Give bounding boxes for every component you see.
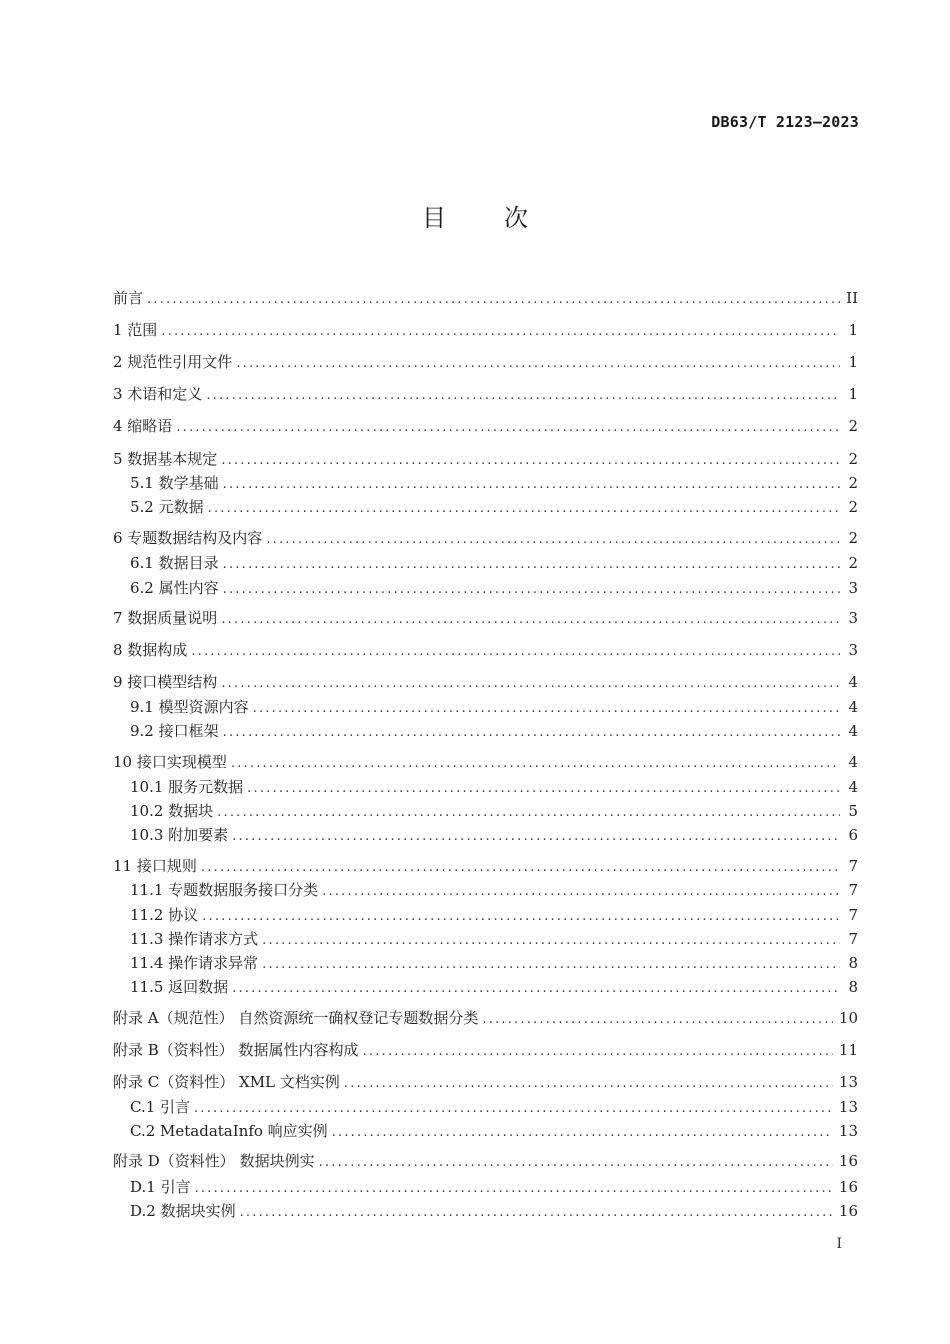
toc-entry[interactable]: [113, 1150, 858, 1172]
toc-entry-page: 4: [848, 753, 858, 771]
toc-entry-page: 13: [838, 1073, 858, 1091]
toc-entry-page: 8: [848, 978, 858, 996]
toc-entry-page: 4: [848, 778, 858, 796]
toc-entry[interactable]: [113, 639, 858, 661]
toc-leader: [482, 1009, 833, 1031]
toc-entry[interactable]: [113, 448, 858, 470]
toc-entry-page: 1: [848, 353, 858, 371]
toc-entry-page: 13: [838, 1122, 858, 1140]
toc-leader: [191, 641, 840, 663]
toc-entry-page: 5: [848, 802, 858, 820]
toc-leader: [223, 554, 840, 576]
toc-entry-label: 6.2 属性内容: [130, 579, 219, 597]
title-char-1: 目: [422, 204, 446, 232]
toc-entry-page: 4: [848, 673, 858, 691]
toc-entry-label: 前言: [113, 289, 144, 307]
toc-entry-label: 11.1 专题数据服务接口分类: [130, 881, 319, 899]
toc-leader: [266, 529, 840, 551]
toc-entry[interactable]: [113, 1071, 858, 1093]
toc-subentry[interactable]: [130, 952, 858, 974]
toc-subentry[interactable]: [130, 800, 858, 822]
toc-leader: [195, 1178, 833, 1200]
toc-entry[interactable]: [113, 1007, 858, 1029]
toc-entry-page: 2: [848, 498, 858, 516]
toc-entry[interactable]: [113, 383, 858, 405]
toc-entry[interactable]: [113, 287, 858, 309]
toc-leader: [221, 609, 840, 631]
toc-entry-page: 13: [838, 1098, 858, 1116]
toc-leader: [322, 881, 840, 903]
toc-entry-page: 3: [848, 579, 858, 597]
toc-entry-page: 2: [848, 417, 858, 435]
toc-entry-label: 附录 C（资料性） XML 文档实例: [113, 1073, 340, 1091]
toc-entry-label: 1 范围: [113, 321, 158, 339]
title-char-2: 次: [504, 204, 528, 232]
toc-entry-label: 9.2 接口框架: [130, 722, 219, 740]
toc-entry-page: 2: [848, 554, 858, 572]
toc-entry-label: 10.3 附加要素: [130, 826, 229, 844]
toc-entry[interactable]: [113, 351, 858, 373]
toc-leader: [147, 289, 840, 311]
toc-leader: [240, 1202, 833, 1224]
toc-leader: [221, 450, 840, 472]
toc-entry-page: 7: [848, 906, 858, 924]
toc-entry-page: 3: [848, 641, 858, 659]
toc-leader: [363, 1041, 833, 1063]
toc-entry[interactable]: [113, 1039, 858, 1061]
toc-leader: [201, 857, 840, 879]
toc-entry-label: 2 规范性引用文件: [113, 353, 233, 371]
toc-leader: [262, 930, 840, 952]
toc-entry-page: 16: [838, 1202, 858, 1220]
toc-leader: [161, 321, 840, 343]
toc-entry[interactable]: [113, 751, 858, 773]
toc-entry-label: 附录 D（资料性） 数据块例实: [113, 1152, 315, 1170]
toc-entry-label: 11.5 返回数据: [130, 978, 229, 996]
toc-entry-page: 2: [848, 450, 858, 468]
toc-entry-label: 9.1 模型资源内容: [130, 698, 249, 716]
toc-leader: [217, 802, 840, 824]
toc-leader: [223, 579, 840, 601]
toc-entry-label: D.1 引言: [130, 1178, 191, 1196]
toc-leader: [253, 698, 840, 720]
toc-entry-label: 10.1 服务元数据: [130, 778, 244, 796]
toc-entry-label: 9 接口模型结构: [113, 673, 218, 691]
toc-entry-page: 3: [848, 609, 858, 627]
toc-leader: [232, 978, 840, 1000]
toc-entry-label: C.1 引言: [130, 1098, 191, 1116]
toc-entry-page: 4: [848, 722, 858, 740]
toc-entry-label: 5 数据基本规定: [113, 450, 218, 468]
toc-entry-label: D.2 数据块实例: [130, 1202, 236, 1220]
toc-leader: [176, 417, 840, 439]
toc-subentry[interactable]: [130, 1200, 858, 1222]
toc-leader: [202, 906, 840, 928]
toc-entry-label: 3 术语和定义: [113, 385, 203, 403]
toc-subentry[interactable]: [130, 776, 858, 798]
toc-entry-page: 8: [848, 954, 858, 972]
toc-entry-page: II: [846, 289, 858, 307]
toc-entry[interactable]: [113, 319, 858, 341]
toc-entry[interactable]: [113, 415, 858, 437]
toc-entry-page: 11: [838, 1041, 858, 1059]
toc-leader: [262, 954, 840, 976]
toc-entry-label: 10.2 数据块: [130, 802, 214, 820]
toc-entry-label: 11.3 操作请求方式: [130, 930, 259, 948]
document-code: DB63/T 2123—2023: [711, 113, 859, 131]
toc-entry-page: 7: [848, 881, 858, 899]
toc-entry-label: 5.1 数学基础: [130, 474, 219, 492]
toc-subentry[interactable]: [130, 824, 858, 846]
toc-entry-label: 6 专题数据结构及内容: [113, 529, 263, 547]
toc-leader: [332, 1122, 833, 1144]
toc-leader: [319, 1152, 833, 1174]
toc-leader: [223, 722, 840, 744]
toc-subentry[interactable]: [130, 1120, 858, 1142]
toc-entry-label: 5.2 元数据: [130, 498, 204, 516]
toc-leader: [232, 826, 840, 848]
toc-entry-page: 16: [838, 1178, 858, 1196]
toc-leader: [231, 753, 840, 775]
toc-leader: [208, 498, 840, 520]
toc-entry-label: 10 接口实现模型: [113, 753, 227, 771]
toc-leader: [221, 673, 840, 695]
toc-entry-label: 4 缩略语: [113, 417, 173, 435]
toc-entry-label: 附录 B（资料性） 数据属性内容构成: [113, 1041, 359, 1059]
toc-entry-page: 6: [848, 826, 858, 844]
toc-subentry[interactable]: [130, 496, 858, 518]
toc-subentry[interactable]: [130, 696, 858, 718]
toc-entry-label: 11.4 操作请求异常: [130, 954, 259, 972]
toc-entry-page: 4: [848, 698, 858, 716]
toc-subentry[interactable]: [130, 552, 858, 574]
toc-entry[interactable]: [113, 671, 858, 693]
toc-entry-label: 7 数据质量说明: [113, 609, 218, 627]
toc-entry-label: 8 数据构成: [113, 641, 188, 659]
toc-entry-page: 2: [848, 474, 858, 492]
toc-entry-page: 10: [838, 1009, 858, 1027]
toc-subentry[interactable]: [130, 928, 858, 950]
toc-leader: [344, 1073, 833, 1095]
toc-leader: [223, 474, 840, 496]
toc-subentry[interactable]: [130, 976, 858, 998]
toc-leader: [194, 1098, 833, 1120]
toc-entry-label: 6.1 数据目录: [130, 554, 219, 572]
toc-entry[interactable]: [113, 607, 858, 629]
toc-entry-page: 2: [848, 529, 858, 547]
toc-entry-page: 16: [838, 1152, 858, 1170]
toc-subentry[interactable]: [130, 1176, 858, 1198]
toc-entry-label: 11.2 协议: [130, 906, 199, 924]
toc-entry-label: 11 接口规则: [113, 857, 197, 875]
toc-leader: [247, 778, 840, 800]
toc-subentry[interactable]: [130, 472, 858, 494]
toc-subentry[interactable]: [130, 1096, 858, 1118]
page-title: [0, 198, 950, 233]
toc-entry[interactable]: [113, 855, 858, 877]
toc-entry-page: 7: [848, 857, 858, 875]
toc-entry-label: C.2 MetadataInfo 响应实例: [130, 1122, 328, 1140]
toc-leader: [206, 385, 840, 407]
toc-entry-page: 1: [848, 321, 858, 339]
toc-entry-page: 7: [848, 930, 858, 948]
toc-subentry[interactable]: [130, 879, 858, 901]
toc-subentry[interactable]: [130, 720, 858, 742]
page-number: I: [836, 1236, 842, 1252]
toc-entry-page: 1: [848, 385, 858, 403]
toc-leader: [236, 353, 840, 375]
toc-subentry[interactable]: [130, 577, 858, 599]
toc-entry[interactable]: [113, 527, 858, 549]
toc-subentry[interactable]: [130, 904, 858, 926]
toc-entry-label: 附录 A（规范性） 自然资源统一确权登记专题数据分类: [113, 1009, 479, 1027]
